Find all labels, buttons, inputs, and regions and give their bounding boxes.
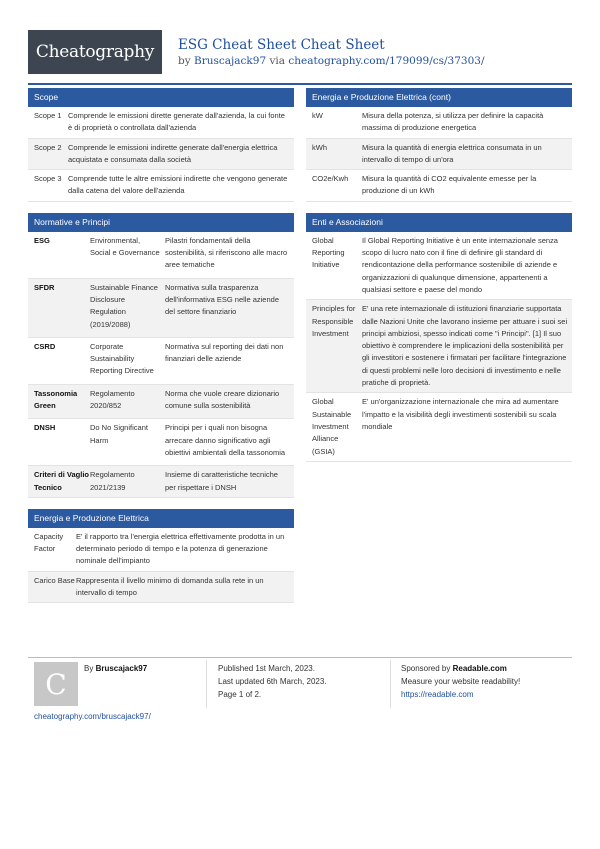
author-profile-link[interactable]: cheatography.com/bruscajack97/	[34, 712, 151, 721]
row-key: Scope 2	[34, 142, 62, 152]
row-value: Misura della potenza, si utilizza per definire la capacità massima di produzione energetica	[362, 111, 544, 133]
row-value: Comprende le emissioni indirette generate dall'energia elettrica acquistata e consumata dalla società	[68, 142, 278, 164]
sponsor-name[interactable]: Readable.com	[452, 664, 507, 673]
row-value: Rappresenta il livello minimo di domanda sulla rete in un intervallo di tempo	[76, 575, 264, 598]
footer-author	[84, 662, 147, 675]
row-value: Misura la quantità di CO2 equivalente emesse per la produzione di un kWh	[362, 174, 537, 196]
sponsored-prefix: Sponsored by	[401, 664, 451, 673]
cheatography-logo[interactable]: Cheatography	[28, 30, 162, 74]
energia-cont-section	[306, 88, 572, 202]
row-value: Insieme di caratteristiche tecniche per rispettare i DNSH	[165, 470, 278, 492]
row-value: Normativa sulla trasparenza dell'informativa ESG nelle aziende del settore finanziario	[165, 282, 279, 317]
scope-section	[28, 88, 294, 202]
row-value: Misura la quantità di energia elettrica consumata in un intervallo di tempo di un'ora	[362, 142, 542, 164]
right-column	[306, 88, 572, 473]
row-key: DNSH	[34, 423, 56, 433]
section-heading: Energia e Produzione Elettrica	[28, 509, 294, 528]
sponsor-text: Measure your website readability!	[401, 677, 521, 686]
enti-section	[306, 213, 572, 462]
row-key: CO2e/Kwh	[312, 174, 349, 184]
table-row	[28, 232, 294, 279]
table-row	[28, 466, 294, 498]
table-row	[28, 107, 294, 139]
table-row	[28, 385, 294, 420]
row-subkey: Environmental, Social e Governance	[90, 235, 160, 258]
header-divider	[28, 83, 572, 85]
energia-section	[28, 509, 294, 603]
row-subkey: Corporate Sustainability Reporting Directive	[90, 341, 154, 376]
section-heading: Scope	[28, 88, 294, 107]
sponsor-link[interactable]: https://readable.com	[401, 690, 474, 699]
row-value: Norma che vuole creare dizionario comune sulla sostenibilità	[165, 388, 280, 411]
row-subkey: Regolamento 2020/852	[90, 388, 135, 411]
row-key: CSRD	[34, 341, 56, 351]
left-column	[28, 88, 294, 614]
row-value: Comprende tutte le altre emissioni indirette che vengono generate dalla catena del valore dell'azienda	[68, 174, 288, 196]
table-row	[306, 139, 572, 171]
avatar-letter: C	[45, 667, 67, 701]
footer-author-link[interactable]: Bruscajack97	[95, 664, 148, 673]
updated-date: Last updated 6th March, 2023.	[218, 677, 327, 686]
row-key: Capacity Factor	[34, 531, 64, 554]
row-value: E' un'organizzazione internazionale che mira ad aumentare l'impatto e la visibilità degli investimenti sostenibili su scala mondiale	[362, 397, 559, 431]
row-key: ESG	[34, 235, 50, 245]
row-key: Criteri di Vaglio Tecnico	[34, 470, 90, 492]
table-row	[28, 279, 294, 338]
page-title: ESG Cheat Sheet Cheat Sheet	[178, 37, 385, 53]
table-row	[306, 107, 572, 139]
row-value: Normativa sul reporting dei dati non finanziari delle aziende	[165, 341, 284, 364]
table-row	[28, 338, 294, 385]
table-row	[306, 232, 572, 300]
section-heading: Enti e Associazioni	[306, 213, 572, 232]
via-text: via	[269, 55, 286, 67]
row-key: kW	[312, 111, 323, 120]
table-row	[306, 300, 572, 393]
author-link[interactable]: Bruscajack97	[194, 55, 267, 67]
row-key: Principles for Responsible Investment	[312, 304, 356, 338]
row-subkey: Do No Significant Harm	[90, 423, 148, 445]
row-key: Tassonomia Green	[34, 388, 78, 411]
row-value: E' una rete internazionale di istituzioni finanziarie supportata dalle Nazioni Unite che lavorano insieme per attuare i suoi sei principi ambiziosi, spesso indicati come "i Principi". [1] Il suo obiettivo è comprendere le implicazioni della sostenibilità per gli investitori e sostenere i firmatari per facilitare l'integrazione di questi problemi nelle loro decisioni di investimento e nelle pratiche di proprietà.	[362, 304, 568, 388]
footer-dates	[218, 662, 327, 701]
row-key: Global Sustainable Investment Alliance (GSIA)	[312, 397, 352, 456]
published-date: Published 1st March, 2023.	[218, 664, 315, 673]
byline	[178, 55, 485, 67]
table-row	[306, 170, 572, 202]
row-value: Il Global Reporting Initiative è un ente internazionale senza scopo di lucro nato con il fine di definire gli standard di rendicontazione della performance sostenibile di aziende e organizzazioni di qualunque dimensione, appartenenti a qualsiasi settore e paese del mondo	[362, 235, 558, 294]
row-value: Pilastri fondamentali della sostenibilità, si riferiscono alle macro aree tematiche	[165, 235, 288, 270]
page-header	[0, 0, 600, 84]
by-prefix: by	[178, 55, 191, 67]
section-heading: Energia e Produzione Elettrica (cont)	[306, 88, 572, 107]
table-row	[28, 139, 294, 171]
section-heading: Normative e Principi	[28, 213, 294, 232]
row-key: kWh	[312, 142, 327, 152]
table-row	[28, 419, 294, 466]
table-row	[28, 528, 294, 572]
table-row	[28, 170, 294, 202]
row-key: Carico Base	[34, 575, 75, 585]
footer-separator	[390, 660, 391, 708]
row-key: Scope 1	[34, 111, 62, 120]
row-key: Scope 3	[34, 174, 62, 184]
footer-divider	[28, 657, 572, 658]
page-number: Page 1 of 2.	[218, 690, 262, 699]
footer-sponsor	[401, 662, 520, 701]
table-row	[28, 572, 294, 604]
sheet-url-link[interactable]: cheatography.com/179099/cs/37303/	[288, 55, 485, 67]
footer-separator	[206, 660, 207, 708]
row-key: SFDR	[34, 282, 55, 292]
author-avatar[interactable]	[34, 662, 78, 706]
row-subkey: Sustainable Finance Disclosure Regulation (2019/2088)	[90, 282, 158, 329]
row-value: Comprende le emissioni dirette generate dall'azienda, la cui fonte è di proprietà o controllata dall'azienda	[68, 111, 285, 133]
row-value: E' il rapporto tra l'energia elettrica effettivamente prodotta in un determinato periodo di tempo e la potenza di generazione nominale dell'impianto	[76, 531, 285, 566]
by-label: By	[84, 664, 94, 673]
row-key: Global Reporting Initiative	[312, 235, 345, 270]
normative-section	[28, 213, 294, 498]
row-value: Principi per i quali non bisogna arrecare danno significativo agli obiettivi ambientali della tassonomia	[165, 423, 286, 457]
row-subkey: Regolamento 2021/2139	[90, 470, 135, 492]
table-row	[306, 393, 572, 461]
